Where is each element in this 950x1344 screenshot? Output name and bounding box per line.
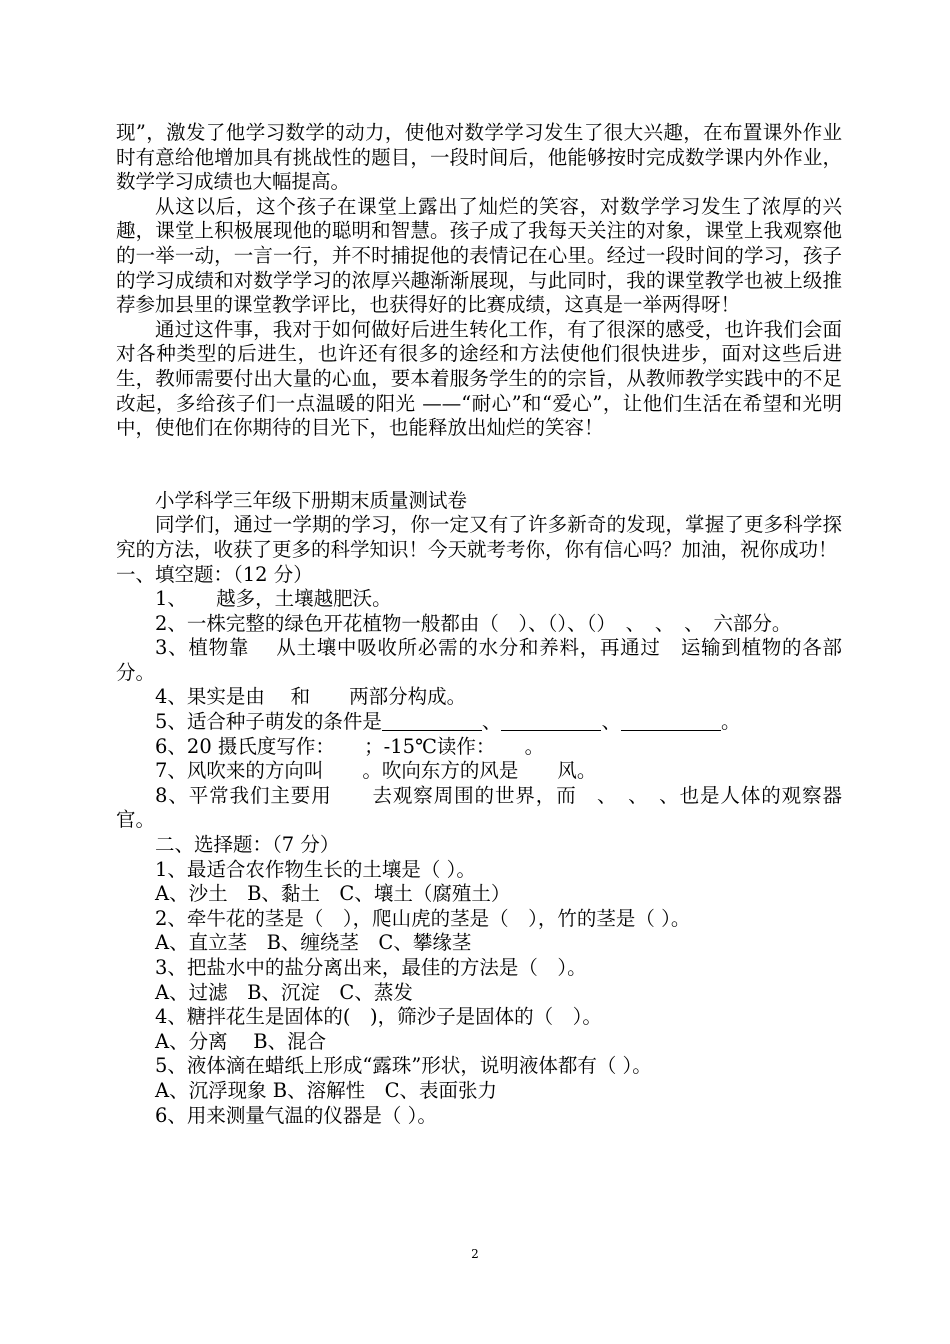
question-2-4: 4、糖拌花生是固体的( )，筛沙子是固体的（ ）。 [155, 1005, 602, 1029]
essay-paragraph-2: 从这以后，这个孩子在课堂上露出了灿烂的笑容，对数学学习发生了浓厚的兴趣，课堂上积极展现他的聪明和智慧。孩子成了我每天关注的对象，课堂上我观察他的一举一动，一言一行，并不时捕捉他的表情记在心里。经过一段时间的学习，孩子的学习成绩和对数学学习的浓厚兴趣渐渐展现，与此同时，我的课堂教学也被上级推荐参加县里的课堂教学评比，也获得好的比赛成绩，这真是一举两得呀！ [116, 194, 842, 317]
question-2-6: 6、用来测量气温的仪器是（ ）。 [155, 1103, 437, 1127]
question-2-3-options: A、过滤 B、沉淀 C、蒸发 [155, 980, 413, 1004]
question-1-3: 3、植物靠 从土壤中吸收所必需的水分和养料，再通过 运输到植物的各部分。 [116, 636, 842, 684]
question-1-1: 1、 越多，土壤越肥沃。 [155, 587, 392, 611]
document-body [116, 121, 842, 1128]
question-2-2-options: A、直立茎 B、缠绕茎 C、攀缘茎 [155, 931, 472, 955]
section-fill-blank-heading: 一、填空题：（12 分） [116, 562, 313, 586]
answer-blank [501, 712, 601, 731]
page-number: 2 [471, 1247, 479, 1261]
exam-intro: 同学们，通过一学期的学习，你一定又有了许多新奇的发现，掌握了更多科学探究的方法，收获了更多的科学知识！今天就考考你，你有信心吗？加油，祝你成功！ [116, 513, 842, 561]
separator: 、 [481, 710, 502, 734]
question-1-8: 8、平常我们主要用 去观察周围的世界，而 、 、 、也是人体的观察器官。 [116, 783, 842, 832]
exam-title: 小学科学三年级下册期末质量测试卷 [155, 488, 468, 512]
question-2-1-options: A、沙土 B、黏土 C、壤土（腐殖土） [155, 882, 511, 906]
answer-blank [382, 712, 482, 731]
question-2-1: 1、最适合农作物生长的土壤是（ ）。 [155, 857, 476, 881]
question-1-7: 7、风吹来的方向叫 。吹向东方的风是 风。 [155, 759, 597, 783]
question-1-5-text: 5、适合种子萌发的条件是 [155, 710, 382, 734]
question-1-6: 6、20 摄氏度写作： ；-15℃读作： 。 [155, 734, 545, 758]
separator: 、 [601, 710, 621, 734]
question-2-5: 5、液体滴在蜡纸上形成“露珠”形状，说明液体都有（ ）。 [155, 1054, 652, 1078]
section-choice-heading: 二、选择题：（7 分） [155, 833, 340, 857]
section-gap [116, 441, 842, 489]
question-2-3: 3、把盐水中的盐分离出来，最佳的方法是（ ）。 [155, 956, 587, 979]
question-2-2: 2、牵牛花的茎是（ ），爬山虎的茎是（ ），竹的茎是（ ）。 [155, 906, 691, 930]
question-1-5 [116, 710, 842, 735]
question-2-5-options: A、沉浮现象 B、溶解性 C、表面张力 [155, 1078, 498, 1102]
question-2-4-options: A、分离 B、混合 [155, 1029, 327, 1053]
answer-blank [621, 712, 721, 731]
essay-paragraph-1: 现”，激发了他学习数学的动力，使他对数学学习发生了很大兴趣，在布置课外作业时有意给他增加具有挑战性的题目，一段时间后，他能够按时完成数学课内外作业，数学学习成绩也大幅提高。 [116, 121, 842, 194]
essay-paragraph-3: 通过这件事，我对于如何做好后进生转化工作，有了很深的感受，也许我们会面对各种类型的后进生，也许还有很多的途经和方法使他们很快进步，面对这些后进生，教师需要付出大量的心血，要本着服务学生的的宗旨，从教师教学实践中的不足改起，多给孩子们一点温暖的阳光 ——“耐心”和“爱心”，让他们生活在希望和光明中，使他们在你期待的目光下，也能释放出灿烂的笑容！ [116, 317, 842, 440]
question-1-4: 4、果实是由 和 两部分构成。 [155, 685, 467, 709]
period: 。 [720, 710, 741, 734]
question-1-2: 2、一株完整的绿色开花植物一般都由（ ）、（）、（） 、 、 、 六部分。 [155, 611, 792, 635]
